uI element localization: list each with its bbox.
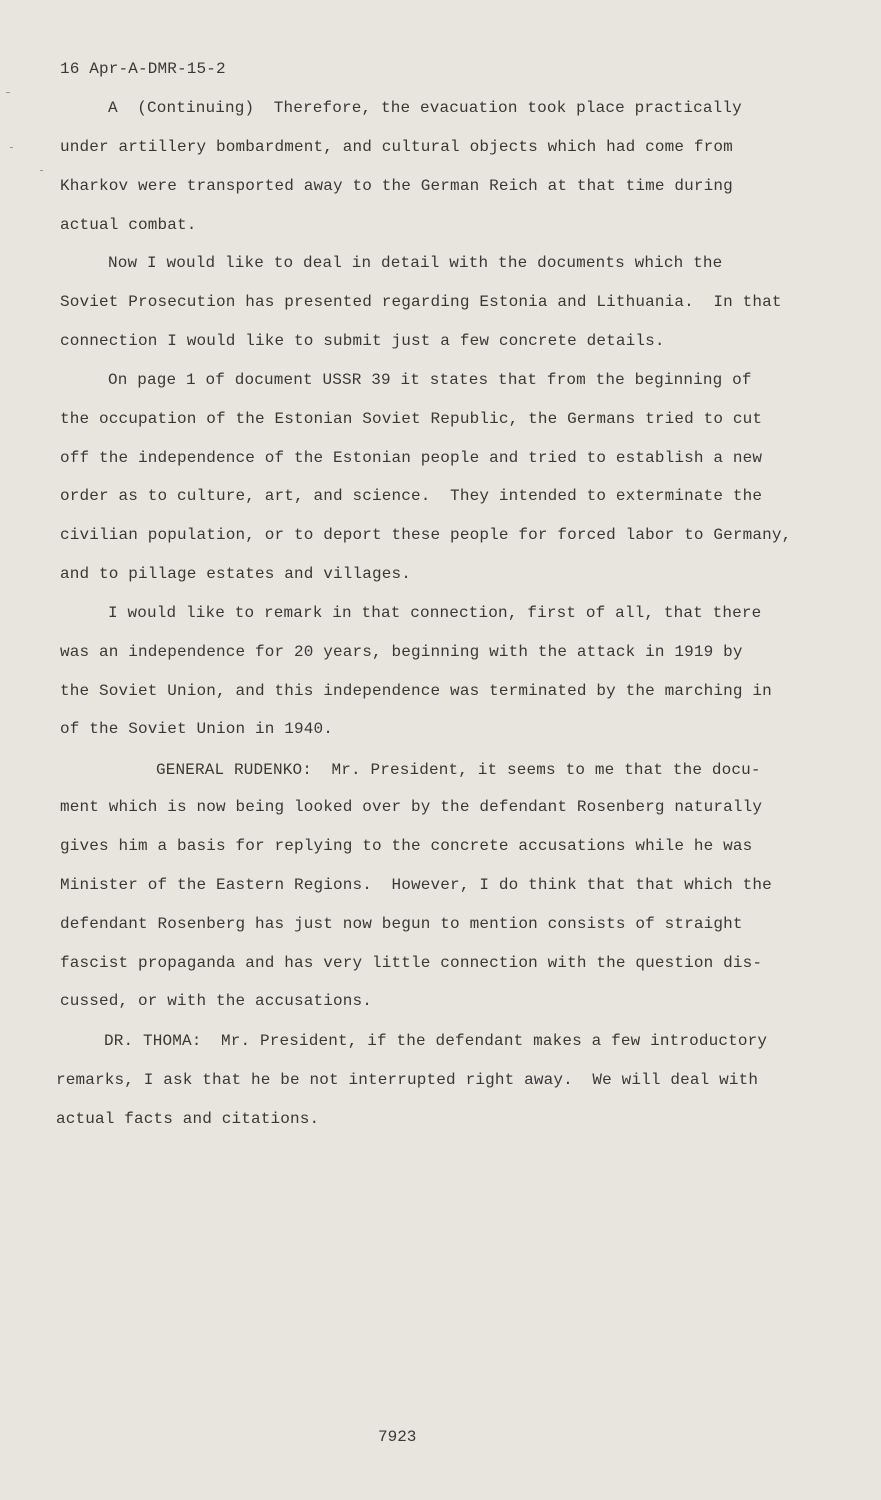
text-line: civilian population, or to deport these people for forced labor to Germany, — [60, 526, 792, 544]
text-line: gives him a basis for replying to the concrete accusations while he was — [60, 837, 753, 855]
text-line: under artillery bombardment, and cultural objects which had come from — [60, 138, 733, 156]
margin-mark — [10, 147, 13, 148]
text-line: Now I would like to deal in detail with the documents which the — [108, 254, 723, 272]
margin-mark — [6, 92, 10, 93]
text-line: I would like to remark in that connection, first of all, that there — [108, 604, 762, 622]
text-line: order as to culture, art, and science. They intended to exterminate the — [60, 487, 763, 505]
text-line: Soviet Prosecution has presented regarding Estonia and Lithuania. In that — [60, 293, 782, 311]
text-line: cussed, or with the accusations. — [60, 992, 373, 1010]
text-line: the Soviet Union, and this independence was terminated by the marching in — [60, 682, 772, 700]
text-line: GENERAL RUDENKO: Mr. President, it seems to me that the docu- — [156, 761, 761, 779]
text-line: Kharkov were transported away to the German Reich at that time during — [60, 177, 733, 195]
text-line: On page 1 of document USSR 39 it states that from the beginning of — [108, 371, 752, 389]
text-line: and to pillage estates and villages. — [60, 565, 412, 583]
text-line: remarks, I ask that he be not interrupted right away. We will deal with — [56, 1071, 759, 1089]
text-line: Minister of the Eastern Regions. However, I do think that that which the — [60, 876, 772, 894]
text-line: defendant Rosenberg has just now begun to mention consists of straight — [60, 915, 743, 933]
text-line: actual facts and citations. — [56, 1110, 320, 1128]
text-line: of the Soviet Union in 1940. — [60, 720, 334, 738]
text-line: actual combat. — [60, 216, 197, 234]
text-line: the occupation of the Estonian Soviet Republic, the Germans tried to cut — [60, 410, 763, 428]
text-line: fascist propaganda and has very little connection with the question dis- — [60, 954, 763, 972]
document-header: 16 Apr-A-DMR-15-2 — [60, 60, 226, 78]
text-line: connection I would like to submit just a few concrete details. — [60, 332, 665, 350]
text-line: off the independence of the Estonian people and tried to establish a new — [60, 449, 763, 467]
margin-mark — [40, 170, 43, 171]
text-line: ment which is now being looked over by the defendant Rosenberg naturally — [60, 798, 763, 816]
text-line: was an independence for 20 years, beginning with the attack in 1919 by — [60, 643, 743, 661]
text-line: DR. THOMA: Mr. President, if the defendant makes a few introductory — [104, 1032, 768, 1050]
text-line: A (Continuing) Therefore, the evacuation took place practically — [108, 99, 742, 117]
page-number: 7923 — [378, 1428, 417, 1446]
